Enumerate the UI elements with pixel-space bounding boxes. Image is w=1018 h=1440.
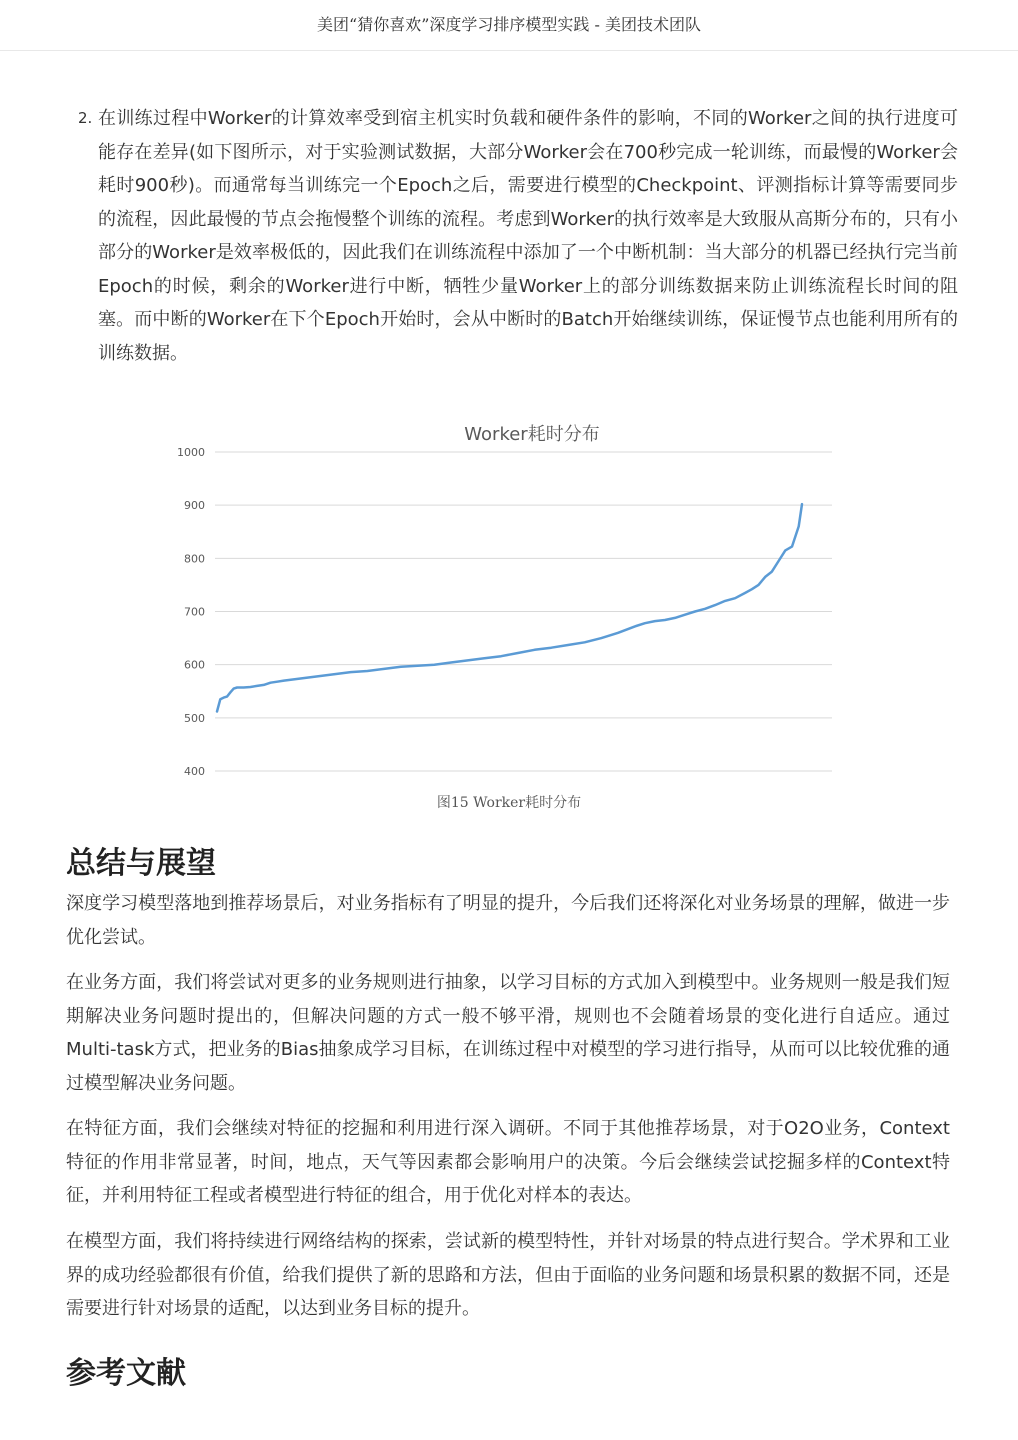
- section-heading-summary: 总结与展望: [66, 846, 216, 881]
- page-header: [0, 0, 1018, 51]
- chart-y-ticks: [177, 446, 205, 778]
- chart-y-tick-label: 600: [184, 658, 205, 672]
- list-item-text: 在训练过程中Worker的计算效率受到宿主机实时负载和硬件条件的影响，不同的Worker之间的执行进度可能存在差异(如下图所示，对于实验测试数据，大部分Worker会在700秒完成一轮训练，而最慢的Worker会耗时900秒)。而通常每当训练完一个Epoch之后，需要进行模型的Checkpoint、评测指标计算等需要同步的流程，因此最慢的节点会拖慢整个训练的流程。考虑到Worker的执行效率是大致服从高斯分布的，只有小部分的Worker是效率极低的，因此我们在训练流程中添加了一个中断机制：当大部分的机器已经执行完当前Epoch的时候，剩余的Worker进行中断，牺牲少量Worker上的部分训练数据来防止训练流程长时间的阻塞。而中断的Worker在下个Epoch开始时，会从中断时的Batch开始继续训练，保证慢节点也能利用所有的训练数据。: [98, 108, 958, 364]
- chart-gridlines: [215, 452, 832, 771]
- summary-paragraph: 在模型方面，我们将持续进行网络结构的探索，尝试新的模型特性，并针对场景的特点进行契合。学术界和工业界的成功经验都很有价值，给我们提供了新的思路和方法，但由于面临的业务问题和场景积累的数据不同，还是需要进行针对场景的适配，以达到业务目标的提升。: [66, 1231, 950, 1319]
- chart-y-tick-label: 800: [184, 552, 205, 566]
- chart-y-tick-label: 900: [184, 499, 205, 513]
- summary-paragraph: 在特征方面，我们会继续对特征的挖掘和利用进行深入调研。不同于其他推荐场景，对于O2O业务，Context特征的作用非常显著，时间，地点，天气等因素都会影响用户的决策。今后会继续尝试挖掘多样的Context特征，并利用特征工程或者模型进行特征的组合，用于优化对样本的表达。: [66, 1118, 950, 1206]
- section-heading-references: 参考文献: [66, 1356, 186, 1391]
- chart-y-tick-label: 400: [184, 765, 205, 778]
- chart-y-tick-label: 500: [184, 711, 205, 725]
- chart-y-tick-label: 1000: [177, 446, 205, 459]
- page-header-title: 美团“猜你喜欢”深度学习排序模型实践 - 美团技术团队: [317, 15, 701, 34]
- chart-title: Worker耗时分布: [464, 424, 600, 445]
- list-item: [78, 102, 958, 370]
- worker-time-chart: [170, 415, 850, 785]
- figure-caption: 图15 Worker耗时分布: [436, 795, 582, 811]
- summary-paragraph: 深度学习模型落地到推荐场景后，对业务指标有了明显的提升，今后我们还将深化对业务场景的理解，做进一步优化尝试。: [66, 893, 950, 948]
- chart-y-tick-label: 700: [184, 605, 205, 619]
- summary-paragraph: 在业务方面，我们将尝试对更多的业务规则进行抽象，以学习目标的方式加入到模型中。业务规则一般是我们短期解决业务问题时提出的，但解决问题的方式一般不够平滑，规则也不会随着场景的变化进行自适应。通过Multi-task方式，把业务的Bias抽象成学习目标，在训练过程中对模型的学习进行指导，从而可以比较优雅的通过模型解决业务问题。: [66, 972, 950, 1094]
- chart-svg: [170, 415, 850, 785]
- list-item-number: 2.: [78, 109, 93, 127]
- chart-series-line: [217, 504, 802, 711]
